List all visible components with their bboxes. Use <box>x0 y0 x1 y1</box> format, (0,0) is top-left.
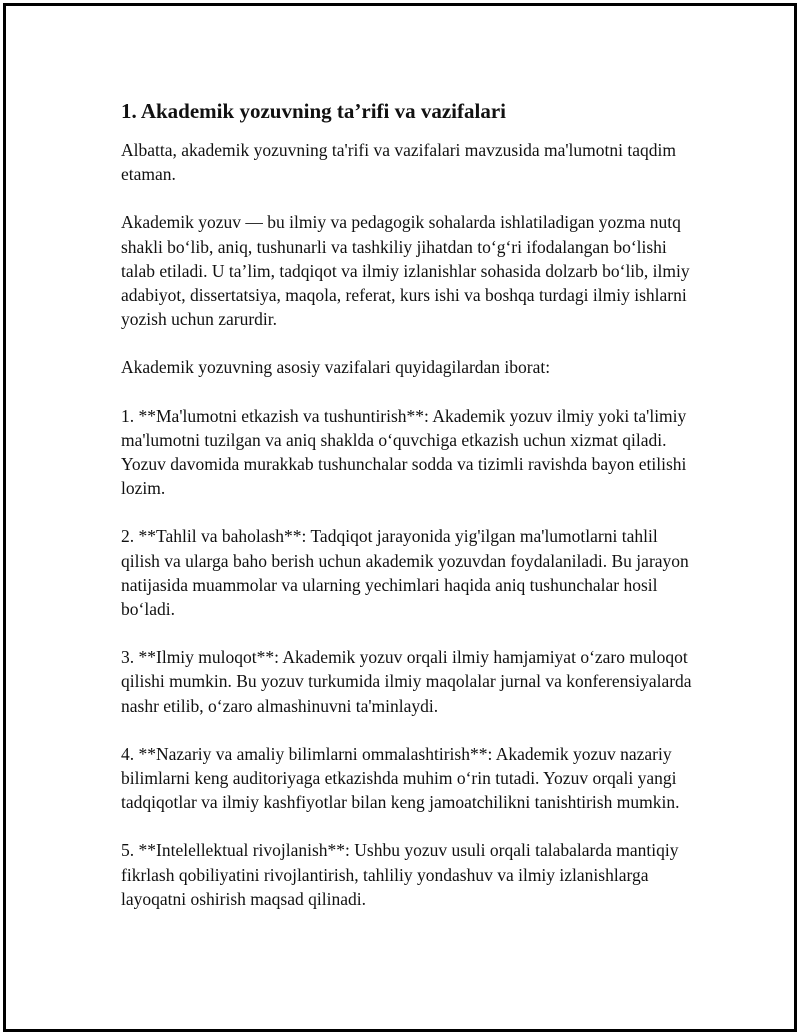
functions-intro-paragraph: Akademik yozuvning asosiy vazifalari quyidagilardan iborat: <box>121 357 551 378</box>
function-item-1: 1. **Ma'lumotni etkazish va tushuntirish**: Akademik yozuv ilmiy yoki ta'limiy ma'lumotni tuzilgan va aniq shaklda o‘quvchiga etkazish uchun xizmat qiladi. Yozuv davomida murakkab tushunchalar sodda va tizimli ravishda bayon etilishi lozim. <box>121 405 687 499</box>
function-item-2: 2. **Tahlil va baholash**: Tadqiqot jarayonida yig'ilgan ma'lumotlarni tahlil qilish va ularga baho berish uchun akademik yozuvdan foydalaniladi. Bu jarayon natijasida muammolar va ularning yechimlari haqida aniq tushunchalar hosil bo‘ladi. <box>121 526 689 620</box>
section-heading: 1. Akademik yozuvning ta’rifi va vazifalari <box>121 99 506 123</box>
function-item-3: 3. **Ilmiy muloqot**: Akademik yozuv orqali ilmiy hamjamiyat o‘zaro muloqot qilishi mumkin. Bu yozuv turkumida ilmiy maqolalar jurnal va konferensiyalarda nashr etilib, o‘zaro almashinuvni ta'minlaydi. <box>121 647 692 716</box>
page-frame <box>3 3 797 1032</box>
definition-paragraph: Akademik yozuv — bu ilmiy va pedagogik sohalarda ishlatiladigan yozma nutq shakli bo‘lib, aniq, tushunarli va tashkiliy jihatdan to‘g‘ri ifodalangan bo‘lishi talab etiladi. U ta’lim, tadqiqot va ilmiy izlanishlar sohasida dolzarb bo‘lib, ilmiy adabiyot, dissertatsiya, maqola, referat, kurs ishi va boshqa turdagi ilmiy ishlarni yozish uchun zarurdir. <box>121 212 690 330</box>
function-item-5: 5. **Intelellektual rivojlanish**: Ushbu yozuv usuli orqali talabalarda mantiqiy fikrlash qobiliyatini rivojlantirish, tahliliy yondashuv va ilmiy izlanishlarga layoqatni oshirish maqsad qilinadi. <box>121 840 679 909</box>
intro-paragraph: Albatta, akademik yozuvning ta'rifi va vazifalari mavzusida ma'lumotni taqdim etaman. <box>121 140 676 185</box>
function-item-4: 4. **Nazariy va amaliy bilimlarni ommalashtirish**: Akademik yozuv nazariy bilimlarni keng auditoriyaga etkazishda muhim o‘rin tutadi. Yozuv orqali yangi tadqiqotlar va ilmiy kashfiyotlar bilan keng jamoatchilikni tanishtirish mumkin. <box>121 743 680 813</box>
document-body <box>121 98 696 935</box>
